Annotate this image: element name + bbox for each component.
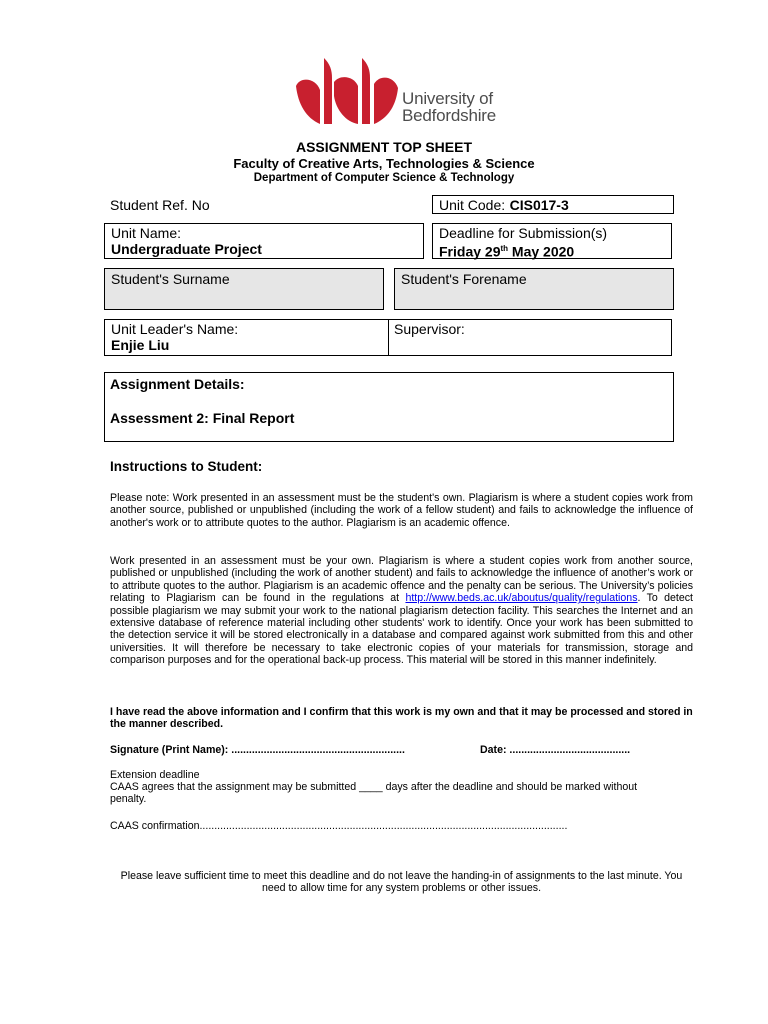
surname-label: Student's Surname	[111, 271, 230, 287]
deadline-value	[439, 241, 671, 260]
deadline-label: Deadline for Submission(s)	[439, 225, 608, 241]
logo-mark-icon	[296, 56, 400, 126]
date-line[interactable]: Date: .........................................	[480, 744, 631, 756]
unit-name-value: Undergraduate Project	[111, 241, 262, 257]
unit-leader-box	[104, 319, 389, 356]
university-logo	[296, 56, 506, 126]
forename-box[interactable]	[394, 268, 674, 310]
instructions-paragraph-2	[110, 555, 693, 667]
unit-leader-label: Unit Leader's Name:	[111, 321, 239, 337]
assignment-details-box	[104, 372, 674, 442]
supervisor-label: Supervisor:	[394, 321, 465, 337]
confirmation-statement: I have read the above information and I confirm that this work is my own and that it may be processed and stored in the manner described.	[110, 706, 693, 731]
unit-code-box	[432, 195, 674, 214]
supervisor-box	[388, 319, 672, 356]
regulations-link[interactable]: http://www.beds.ac.uk/aboutus/quality/regulations	[405, 592, 638, 605]
department-heading: Department of Computer Science & Technology	[253, 172, 515, 184]
unit-code-label: Unit Code:	[439, 197, 506, 213]
caas-confirmation[interactable]: CAAS confirmation.............................................................................................................................	[110, 820, 568, 832]
unit-name-box	[104, 223, 424, 259]
instructions-paragraph-1: Please note: Work presented in an assessment must be the student's own. Plagiarism is where a student copies work from another source, published or unpublished (including the work of a fellow student) and fails to acknowledge the influence of another's work or to attribute quotes to the author. Plagiarism is an academic offence.	[110, 492, 693, 529]
signature-line[interactable]: Signature (Print Name): ...........................................................	[110, 744, 405, 756]
logo-text-line2: Bedfordshire	[402, 106, 496, 125]
deadline-rest: May 2020	[508, 243, 575, 260]
page-title: ASSIGNMENT TOP SHEET	[295, 139, 473, 155]
faculty-heading: Faculty of Creative Arts, Technologies & Science	[233, 156, 535, 171]
unit-code-value: CIS017-3	[509, 197, 569, 213]
deadline-suffix: th	[500, 244, 509, 253]
footer-note: Please leave sufficient time to meet this deadline and do not leave the handing-in of assignments to the last minute. You need to allow time for any system problems or other issues.	[120, 870, 683, 895]
deadline-day: Friday 29	[439, 243, 501, 260]
para2-text-after: . To detect possible plagiarism we may submit your work to the national plagiarism detection facility. This searches the Internet and an extensive database of reference material including other students' work to identify. Once your work has been submitted to the detection service it will be stored electronically in a database and compared against work submitted from this and other universities. It will therefore be necessary to take electronic copies of your materials for transmission, storage and comparison purposes and for the operational back-up process. This material will be stored in this manner indefinitely.	[110, 592, 693, 667]
deadline-box	[432, 223, 672, 259]
assignment-details-value: Assessment 2: Final Report	[110, 410, 295, 426]
forename-label: Student's Forename	[401, 271, 527, 287]
extension-title: Extension deadline	[110, 769, 200, 781]
extension-text: CAAS agrees that the assignment may be submitted ____ days after the deadline and should be marked without penalty.	[110, 781, 638, 806]
instructions-heading: Instructions to Student:	[110, 459, 263, 474]
unit-name-label: Unit Name:	[111, 225, 182, 241]
unit-leader-value: Enjie Liu	[111, 337, 170, 353]
para2-text-before: Work presented in an assessment must be your own. Plagiarism is where a student copies work from another source, published or unpublished (including the work of another student) and fails to acknowledge the influence of another’s work or to attribute quotes to the author. Plagiarism is an academic offence and the penalty can be serious. The University’s policies relating to Plagiarism can be found in the regulations at	[110, 555, 693, 605]
surname-box[interactable]	[104, 268, 384, 310]
logo-text-line1: University of	[402, 89, 493, 108]
student-ref-label: Student Ref. No	[110, 197, 210, 213]
assignment-details-label: Assignment Details:	[110, 376, 245, 392]
